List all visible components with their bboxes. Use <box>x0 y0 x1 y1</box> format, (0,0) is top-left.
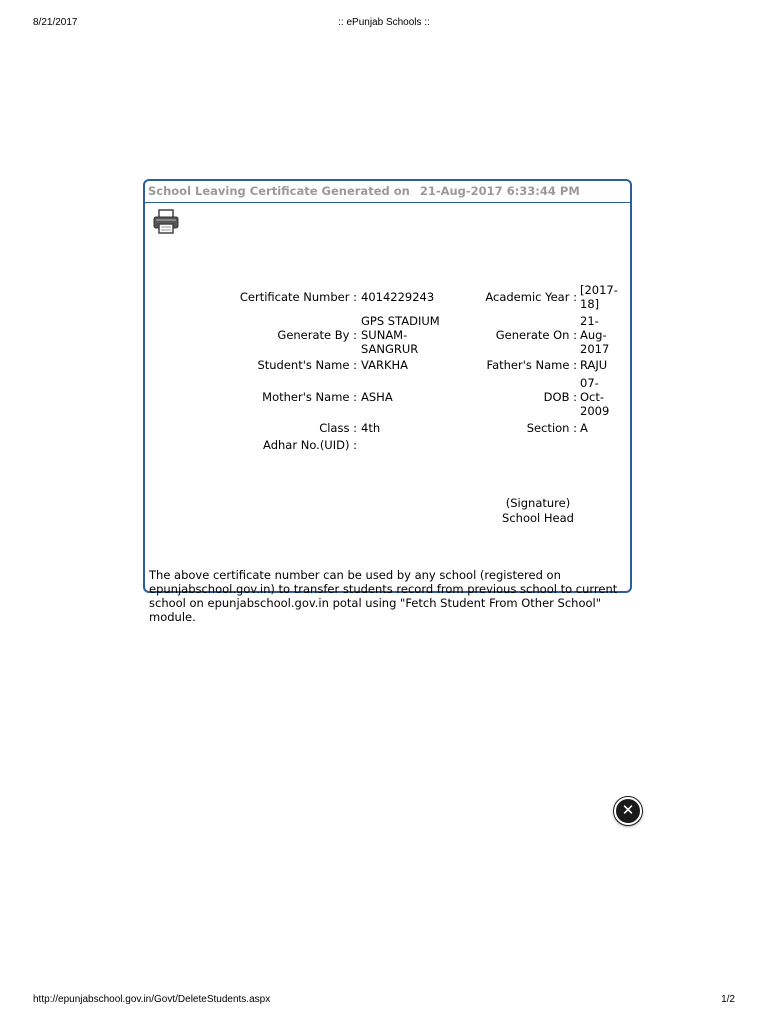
transfer-note: The above certificate number can be used by any school (registered on epunjabschool.gov.in) to transfer students record from previous school to current school on epunjabschool.gov.in potal using "Fetch Student From Other School" module. <box>149 568 618 624</box>
print-page-number: 1/2 <box>721 994 735 1005</box>
academic-year-label: Academic Year : <box>485 290 577 304</box>
academic-year-value: [2017-18] <box>580 283 618 311</box>
certificate-panel-header <box>145 181 630 203</box>
father-name-label: Father's Name : <box>486 358 577 372</box>
dob-label: DOB : <box>543 390 577 404</box>
signature-line: (Signature) <box>505 496 571 510</box>
generate-by-value: GPS STADIUM SUNAM-SANGRUR <box>361 314 440 356</box>
student-name-label: Student's Name : <box>257 358 357 372</box>
print-header <box>0 17 768 31</box>
certificate-number-label: Certificate Number : <box>239 290 357 304</box>
generate-on-label: Generate On : <box>495 328 577 342</box>
school-head-label: School Head <box>502 511 574 525</box>
generate-on-value: 21-Aug-2017 <box>580 314 610 356</box>
certificate-number-value: 4014229243 <box>361 290 435 304</box>
father-name-value: RAJU <box>580 358 608 372</box>
mother-name-label: Mother's Name : <box>262 390 357 404</box>
certificate-panel <box>143 179 632 593</box>
section-label: Section : <box>526 421 577 435</box>
certificate-generated-time: 21-Aug-2017 6:33:44 PM <box>419 184 580 198</box>
generate-by-label: Generate By : <box>277 328 357 342</box>
certificate-header-label: School Leaving Certificate Generated on <box>148 184 410 198</box>
close-icon[interactable]: ✕ <box>614 797 642 825</box>
print-date: 8/21/2017 <box>33 17 78 28</box>
print-footer <box>0 994 768 1008</box>
mother-name-value: ASHA <box>361 390 393 404</box>
dob-value: 07-Oct-2009 <box>580 376 610 418</box>
printer-icon[interactable] <box>152 209 180 235</box>
section-value: A <box>580 421 588 435</box>
student-name-value: VARKHA <box>361 358 409 372</box>
signature-block <box>488 496 588 526</box>
class-label: Class : <box>319 421 357 435</box>
adhar-label: Adhar No.(UID) : <box>263 438 357 452</box>
print-page-title: :: ePunjab Schools :: <box>338 17 430 28</box>
class-value: 4th <box>361 421 381 435</box>
print-url: http://epunjabschool.gov.in/Govt/DeleteStudents.aspx <box>33 994 271 1005</box>
